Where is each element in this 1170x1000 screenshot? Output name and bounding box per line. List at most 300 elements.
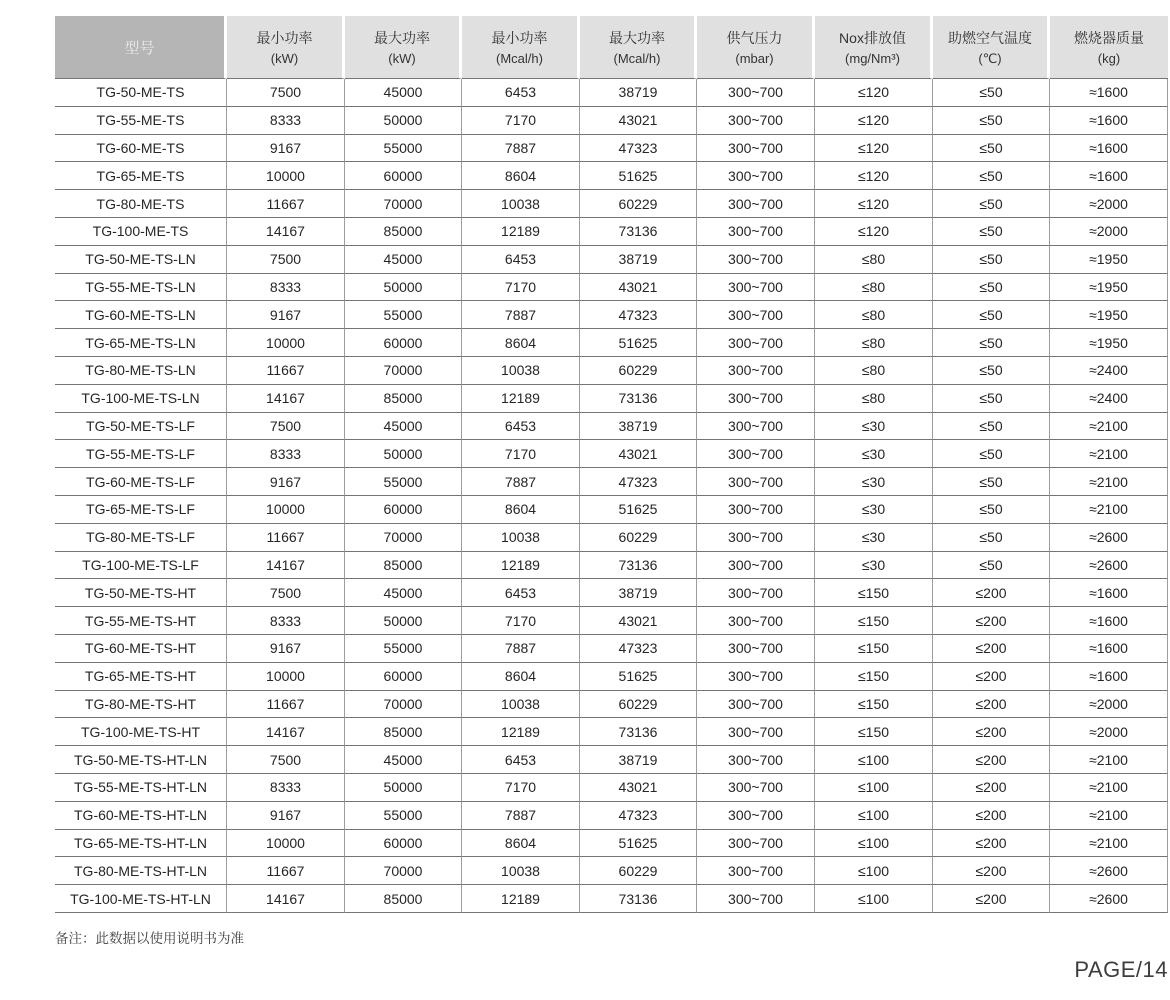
value-cell: ≤30 [815, 440, 933, 468]
value-cell: 300~700 [697, 830, 815, 858]
value-cell: 38719 [580, 579, 697, 607]
model-cell: TG-80-ME-TS-HT [55, 691, 227, 719]
value-cell: 85000 [345, 552, 462, 580]
value-cell: 300~700 [697, 385, 815, 413]
value-cell: 8604 [462, 663, 580, 691]
value-cell: 70000 [345, 357, 462, 385]
value-cell: 300~700 [697, 552, 815, 580]
value-cell: 7887 [462, 468, 580, 496]
header-title: 型号 [124, 39, 155, 57]
model-cell: TG-55-ME-TS-HT-LN [55, 774, 227, 802]
value-cell: ≤100 [815, 857, 933, 885]
value-cell: ≤50 [933, 135, 1050, 163]
value-cell: ≤120 [815, 218, 933, 246]
model-cell: TG-60-ME-TS [55, 135, 227, 163]
header-model [55, 16, 227, 79]
value-cell: 7500 [227, 79, 345, 107]
value-cell: 300~700 [697, 107, 815, 135]
value-cell: 300~700 [697, 301, 815, 329]
value-cell: 55000 [345, 468, 462, 496]
value-cell: 300~700 [697, 607, 815, 635]
value-cell: 60229 [580, 524, 697, 552]
table-row [55, 107, 1168, 135]
table-row [55, 718, 1168, 746]
model-cell: TG-50-ME-TS-HT-LN [55, 746, 227, 774]
value-cell: 7170 [462, 107, 580, 135]
value-cell: 11667 [227, 357, 345, 385]
value-cell: 8604 [462, 830, 580, 858]
value-cell: ≈1600 [1050, 135, 1168, 163]
value-cell: ≤80 [815, 329, 933, 357]
value-cell: 47323 [580, 635, 697, 663]
value-cell: 10038 [462, 357, 580, 385]
value-cell: ≈2100 [1050, 802, 1168, 830]
header-unit: (Mcal/h) [496, 51, 543, 66]
value-cell: 47323 [580, 802, 697, 830]
value-cell: 300~700 [697, 746, 815, 774]
value-cell: ≈2400 [1050, 357, 1168, 385]
value-cell: ≈2100 [1050, 830, 1168, 858]
model-cell: TG-50-ME-TS [55, 79, 227, 107]
value-cell: ≤30 [815, 413, 933, 441]
value-cell: 51625 [580, 329, 697, 357]
value-cell: 300~700 [697, 274, 815, 302]
value-cell: ≤50 [933, 385, 1050, 413]
value-cell: 7887 [462, 135, 580, 163]
value-cell: 8333 [227, 107, 345, 135]
model-cell: TG-65-ME-TS-LF [55, 496, 227, 524]
value-cell: 43021 [580, 774, 697, 802]
value-cell: 7887 [462, 301, 580, 329]
value-cell: ≈2100 [1050, 468, 1168, 496]
value-cell: 45000 [345, 413, 462, 441]
value-cell: ≤120 [815, 162, 933, 190]
value-cell: 45000 [345, 79, 462, 107]
value-cell: 50000 [345, 607, 462, 635]
value-cell: 8604 [462, 496, 580, 524]
value-cell: 8333 [227, 774, 345, 802]
value-cell: 47323 [580, 468, 697, 496]
value-cell: 60229 [580, 691, 697, 719]
value-cell: ≈2000 [1050, 691, 1168, 719]
value-cell: 10000 [227, 830, 345, 858]
value-cell: 8333 [227, 440, 345, 468]
value-cell: 300~700 [697, 885, 815, 913]
model-cell: TG-65-ME-TS-LN [55, 329, 227, 357]
model-cell: TG-55-ME-TS-LN [55, 274, 227, 302]
table-row [55, 357, 1168, 385]
header-unit: (mg/Nm³) [845, 51, 900, 66]
value-cell: 50000 [345, 274, 462, 302]
table-row [55, 802, 1168, 830]
value-cell: ≤100 [815, 802, 933, 830]
model-cell: TG-80-ME-TS-LF [55, 524, 227, 552]
value-cell: 300~700 [697, 524, 815, 552]
model-cell: TG-65-ME-TS-HT-LN [55, 830, 227, 858]
value-cell: ≤50 [933, 552, 1050, 580]
value-cell: 300~700 [697, 413, 815, 441]
value-cell: 9167 [227, 301, 345, 329]
table-row [55, 663, 1168, 691]
value-cell: ≤120 [815, 190, 933, 218]
value-cell: 73136 [580, 885, 697, 913]
value-cell: ≈1950 [1050, 301, 1168, 329]
model-cell: TG-60-ME-TS-HT [55, 635, 227, 663]
table-row [55, 301, 1168, 329]
value-cell: 11667 [227, 524, 345, 552]
value-cell: 51625 [580, 162, 697, 190]
value-cell: 300~700 [697, 718, 815, 746]
value-cell: ≤200 [933, 857, 1050, 885]
value-cell: 7500 [227, 246, 345, 274]
value-cell: 7170 [462, 774, 580, 802]
page-number: PAGE/14 [1074, 957, 1168, 982]
value-cell: 38719 [580, 746, 697, 774]
value-cell: 85000 [345, 885, 462, 913]
value-cell: 43021 [580, 274, 697, 302]
value-cell: 7170 [462, 607, 580, 635]
table-row [55, 635, 1168, 663]
value-cell: ≈1600 [1050, 579, 1168, 607]
value-cell: ≤200 [933, 579, 1050, 607]
value-cell: 11667 [227, 190, 345, 218]
value-cell: ≤100 [815, 774, 933, 802]
value-cell: 300~700 [697, 79, 815, 107]
table-row [55, 468, 1168, 496]
value-cell: 300~700 [697, 496, 815, 524]
table-row [55, 496, 1168, 524]
value-cell: ≤150 [815, 663, 933, 691]
value-cell: 9167 [227, 135, 345, 163]
table-row [55, 607, 1168, 635]
value-cell: ≤80 [815, 357, 933, 385]
table-row [55, 190, 1168, 218]
value-cell: 8333 [227, 274, 345, 302]
value-cell: ≤50 [933, 496, 1050, 524]
value-cell: 45000 [345, 746, 462, 774]
value-cell: ≈1600 [1050, 607, 1168, 635]
value-cell: ≤100 [815, 746, 933, 774]
value-cell: ≤200 [933, 691, 1050, 719]
value-cell: 73136 [580, 218, 697, 246]
value-cell: 14167 [227, 385, 345, 413]
value-cell: 300~700 [697, 329, 815, 357]
value-cell: 43021 [580, 107, 697, 135]
value-cell: ≈1950 [1050, 246, 1168, 274]
value-cell: 60000 [345, 162, 462, 190]
value-cell: 7887 [462, 802, 580, 830]
value-cell: 6453 [462, 246, 580, 274]
value-cell: 12189 [462, 385, 580, 413]
table-row [55, 162, 1168, 190]
table-row [55, 746, 1168, 774]
value-cell: 300~700 [697, 857, 815, 885]
table-row [55, 385, 1168, 413]
value-cell: 70000 [345, 691, 462, 719]
value-cell: ≤30 [815, 552, 933, 580]
value-cell: ≤50 [933, 79, 1050, 107]
model-cell: TG-50-ME-TS-LN [55, 246, 227, 274]
value-cell: ≈1600 [1050, 663, 1168, 691]
value-cell: ≈2600 [1050, 524, 1168, 552]
table-row [55, 579, 1168, 607]
value-cell: 60000 [345, 496, 462, 524]
value-cell: 9167 [227, 468, 345, 496]
value-cell: 55000 [345, 635, 462, 663]
value-cell: ≈1950 [1050, 329, 1168, 357]
value-cell: 6453 [462, 79, 580, 107]
table-row [55, 857, 1168, 885]
value-cell: 10038 [462, 857, 580, 885]
model-cell: TG-65-ME-TS-HT [55, 663, 227, 691]
value-cell: ≤150 [815, 607, 933, 635]
model-cell: TG-50-ME-TS-LF [55, 413, 227, 441]
value-cell: ≤80 [815, 274, 933, 302]
model-cell: TG-80-ME-TS-HT-LN [55, 857, 227, 885]
value-cell: 50000 [345, 774, 462, 802]
value-cell: ≈2100 [1050, 774, 1168, 802]
value-cell: ≈2600 [1050, 552, 1168, 580]
value-cell: 300~700 [697, 357, 815, 385]
value-cell: ≈2100 [1050, 440, 1168, 468]
value-cell: 10000 [227, 162, 345, 190]
value-cell: 7500 [227, 746, 345, 774]
value-cell: 7500 [227, 413, 345, 441]
value-cell: 55000 [345, 802, 462, 830]
header-title: 燃烧器质量 [1074, 30, 1144, 46]
value-cell: 47323 [580, 135, 697, 163]
header-title: 助燃空气温度 [948, 29, 1032, 46]
value-cell: ≤50 [933, 246, 1050, 274]
value-cell: ≈2100 [1050, 496, 1168, 524]
value-cell: 300~700 [697, 802, 815, 830]
value-cell: ≤200 [933, 635, 1050, 663]
header-min-power-mcal [462, 16, 580, 79]
value-cell: 12189 [462, 218, 580, 246]
header-title: 最小功率 [491, 30, 548, 46]
value-cell: ≈2000 [1050, 190, 1168, 218]
value-cell: 300~700 [697, 579, 815, 607]
value-cell: 10000 [227, 329, 345, 357]
header-title: 最大功率 [609, 30, 665, 46]
table-row [55, 830, 1168, 858]
header-unit: (℃) [978, 50, 1002, 66]
header-gas-pressure [697, 16, 815, 79]
value-cell: ≤200 [933, 885, 1050, 913]
value-cell: 45000 [345, 579, 462, 607]
value-cell: ≤50 [933, 274, 1050, 302]
table-row [55, 440, 1168, 468]
value-cell: ≤50 [933, 440, 1050, 468]
value-cell: ≤50 [933, 329, 1050, 357]
header-title: 最大功率 [374, 30, 430, 46]
model-cell: TG-55-ME-TS [55, 107, 227, 135]
value-cell: ≤50 [933, 162, 1050, 190]
table-row [55, 524, 1168, 552]
header-min-power-kw [227, 16, 345, 79]
value-cell: ≤50 [933, 218, 1050, 246]
value-cell: ≤200 [933, 746, 1050, 774]
value-cell: 300~700 [697, 218, 815, 246]
value-cell: 43021 [580, 440, 697, 468]
value-cell: 85000 [345, 718, 462, 746]
value-cell: ≤200 [933, 802, 1050, 830]
value-cell: 300~700 [697, 468, 815, 496]
value-cell: 70000 [345, 524, 462, 552]
model-cell: TG-100-ME-TS-HT [55, 718, 227, 746]
value-cell: ≤50 [933, 190, 1050, 218]
value-cell: 10038 [462, 524, 580, 552]
value-cell: 6453 [462, 579, 580, 607]
value-cell: 11667 [227, 691, 345, 719]
value-cell: 9167 [227, 635, 345, 663]
value-cell: 51625 [580, 496, 697, 524]
value-cell: ≤100 [815, 885, 933, 913]
header-unit: (kW) [270, 51, 299, 66]
value-cell: ≤200 [933, 663, 1050, 691]
value-cell: ≤50 [933, 468, 1050, 496]
model-cell: TG-100-ME-TS [55, 218, 227, 246]
value-cell: ≤200 [933, 830, 1050, 858]
value-cell: 12189 [462, 718, 580, 746]
value-cell: ≤120 [815, 79, 933, 107]
value-cell: ≤50 [933, 107, 1050, 135]
value-cell: 60229 [580, 190, 697, 218]
value-cell: 9167 [227, 802, 345, 830]
value-cell: 10038 [462, 190, 580, 218]
value-cell: ≤200 [933, 718, 1050, 746]
value-cell: 12189 [462, 552, 580, 580]
value-cell: 43021 [580, 607, 697, 635]
table-row [55, 552, 1168, 580]
model-cell: TG-60-ME-TS-LN [55, 301, 227, 329]
header-title: 供气压力 [726, 30, 783, 46]
value-cell: ≤80 [815, 385, 933, 413]
value-cell: 73136 [580, 385, 697, 413]
value-cell: ≤80 [815, 246, 933, 274]
value-cell: 70000 [345, 857, 462, 885]
model-cell: TG-55-ME-TS-LF [55, 440, 227, 468]
header-max-power-mcal [580, 16, 697, 79]
value-cell: 50000 [345, 107, 462, 135]
value-cell: 38719 [580, 413, 697, 441]
table-row [55, 329, 1168, 357]
value-cell: 8604 [462, 162, 580, 190]
value-cell: 10038 [462, 691, 580, 719]
value-cell: ≈1600 [1050, 162, 1168, 190]
header-max-power-kw [345, 16, 462, 79]
value-cell: 60000 [345, 329, 462, 357]
table-row [55, 774, 1168, 802]
value-cell: 14167 [227, 885, 345, 913]
value-cell: 300~700 [697, 246, 815, 274]
value-cell: 300~700 [697, 440, 815, 468]
value-cell: ≈1950 [1050, 274, 1168, 302]
table-row [55, 246, 1168, 274]
footnote: 备注：此数据以使用说明书为准 [55, 931, 244, 946]
model-cell: TG-65-ME-TS [55, 162, 227, 190]
value-cell: 50000 [345, 440, 462, 468]
value-cell: ≈1600 [1050, 107, 1168, 135]
value-cell: 60229 [580, 357, 697, 385]
value-cell: 10000 [227, 663, 345, 691]
value-cell: ≤150 [815, 691, 933, 719]
value-cell: 38719 [580, 79, 697, 107]
value-cell: ≤30 [815, 524, 933, 552]
value-cell: ≈2400 [1050, 385, 1168, 413]
model-cell: TG-55-ME-TS-HT [55, 607, 227, 635]
value-cell: ≤150 [815, 635, 933, 663]
value-cell: 45000 [345, 246, 462, 274]
table-row [55, 274, 1168, 302]
value-cell: ≈2600 [1050, 885, 1168, 913]
value-cell: ≤50 [933, 301, 1050, 329]
header-burner-mass [1050, 16, 1168, 79]
value-cell: 7170 [462, 440, 580, 468]
value-cell: ≤50 [933, 413, 1050, 441]
value-cell: 85000 [345, 385, 462, 413]
table-row [55, 218, 1168, 246]
value-cell: ≤80 [815, 301, 933, 329]
value-cell: ≤200 [933, 607, 1050, 635]
table-row [55, 135, 1168, 163]
value-cell: 85000 [345, 218, 462, 246]
header-unit: (Mcal/h) [613, 51, 661, 66]
value-cell: ≤120 [815, 135, 933, 163]
value-cell: ≈2600 [1050, 857, 1168, 885]
value-cell: 51625 [580, 830, 697, 858]
header-unit: (kg) [1097, 51, 1121, 66]
value-cell: 7887 [462, 635, 580, 663]
table-row [55, 885, 1168, 913]
table-row [55, 79, 1168, 107]
value-cell: ≈1600 [1050, 635, 1168, 663]
value-cell: 73136 [580, 718, 697, 746]
value-cell: 60000 [345, 663, 462, 691]
model-cell: TG-80-ME-TS-LN [55, 357, 227, 385]
value-cell: 51625 [580, 663, 697, 691]
model-cell: TG-60-ME-TS-HT-LN [55, 802, 227, 830]
value-cell: 60229 [580, 857, 697, 885]
value-cell: ≈1600 [1050, 79, 1168, 107]
value-cell: ≤100 [815, 830, 933, 858]
value-cell: ≈2000 [1050, 718, 1168, 746]
header-unit: (kW) [388, 51, 416, 66]
value-cell: 300~700 [697, 162, 815, 190]
value-cell: 300~700 [697, 135, 815, 163]
value-cell: 55000 [345, 135, 462, 163]
value-cell: ≤30 [815, 496, 933, 524]
value-cell: 8333 [227, 607, 345, 635]
value-cell: ≤30 [815, 468, 933, 496]
value-cell: ≈2000 [1050, 218, 1168, 246]
value-cell: 300~700 [697, 691, 815, 719]
header-row [55, 16, 1168, 79]
value-cell: 14167 [227, 218, 345, 246]
model-cell: TG-100-ME-TS-LN [55, 385, 227, 413]
value-cell: 7170 [462, 274, 580, 302]
header-nox-emission [815, 16, 933, 79]
value-cell: 14167 [227, 718, 345, 746]
spec-table-body [55, 79, 1168, 913]
value-cell: ≤200 [933, 774, 1050, 802]
header-title: Nox排放值 [839, 30, 906, 46]
value-cell: ≤150 [815, 579, 933, 607]
header-title: 最小功率 [256, 30, 313, 46]
value-cell: 7500 [227, 579, 345, 607]
value-cell: 6453 [462, 746, 580, 774]
value-cell: 300~700 [697, 190, 815, 218]
